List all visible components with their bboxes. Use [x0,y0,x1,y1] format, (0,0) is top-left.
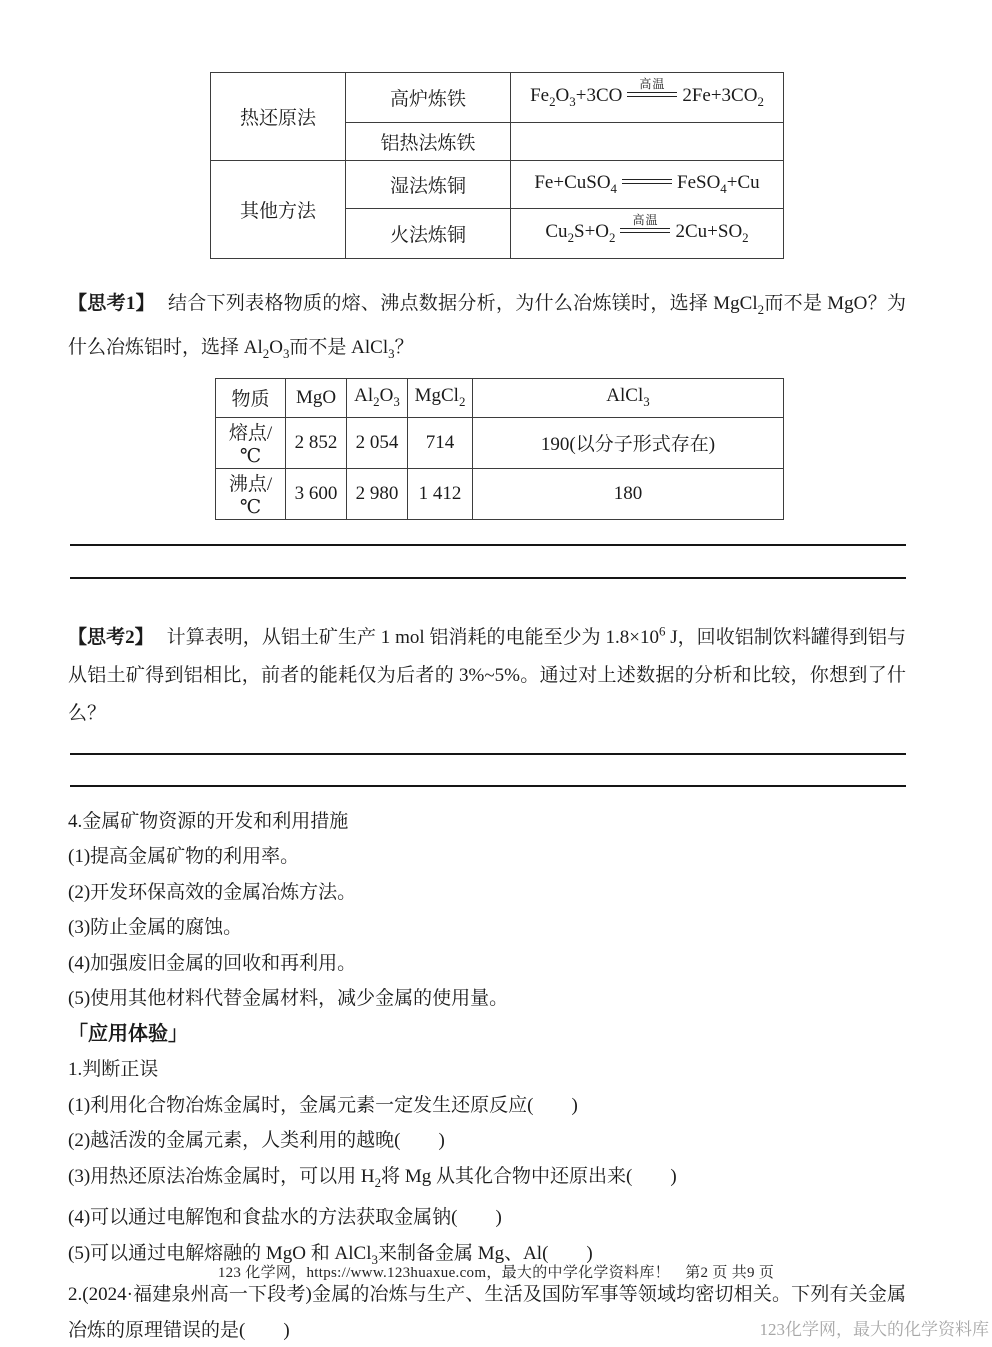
think2-text: 计算表明，从铝土矿生产 1 mol 铝消耗的电能至少为 $1.8\times 10^6$ J，回收铝制饮料罐得到铝与从铝土矿得到铝相比，前者的能耗仅为后者的 3%~5%。通过对上述数据的分析和比较，你想到了什么？ [68,623,906,724]
row-label: 熔点/℃ [216,417,286,468]
column-header: MgO [286,378,347,417]
section4-title: 4.金属矿物资源的开发和利用措施 [68,810,349,832]
method-category-cell: 热还原法 [211,73,346,161]
table-header-row [216,378,784,417]
column-header: 物质 [216,378,286,417]
table-row [211,73,784,123]
table-row [216,468,784,519]
equation-cell [511,73,784,123]
answer-blank-line [70,577,906,579]
think1-paragraph [68,285,906,373]
melting-boiling-table [215,378,784,520]
question2-text: 2.(2024·福建泉州高一下段考)金属的冶炼与生产、生活及国防军事等领域均密切相关。下列有关金属冶炼的原理错误的是( ) [68,1284,906,1341]
method-name-cell: 高炉炼铁 [346,73,511,123]
application-section-header: 「应用体验」 [68,1022,188,1045]
equals-sign [622,179,672,184]
value-cell: 180 [473,468,784,519]
equation-lhs: Fe+CuSO$_4$ [534,172,617,196]
equation-cell [511,161,784,209]
chemical-equation [530,77,764,109]
equation-lhs: $Fe_2O_3+3CO$ [530,85,623,109]
equation-lhs: $Cu_2S+O_2$ [545,221,616,245]
page-footer: 123 化学网，https://www.123huaxue.com，最大的中学化学资料库！ 第2 页 共9 页 [217,1265,775,1281]
value-cell: 1 412 [408,468,473,519]
judgment-item: (3)用热还原法冶炼金属时，可以用 $H_2$将 Mg 从其化合物中还原出来( ) [68,1165,677,1190]
method-name-cell: 铝热法炼铁 [346,123,511,161]
equation-rhs: $2Cu+SO_2$ [675,221,749,245]
answer-blank-line [70,544,906,546]
row-label: 沸点/℃ [216,468,286,519]
judgment-item: (4)可以通过电解饱和食盐水的方法获取金属钠( ) [68,1207,502,1229]
chemical-equation [534,172,760,196]
think1-label: 【思考1】 [68,293,155,314]
equation-rhs: FeSO$_4$+Cu [677,172,760,196]
think2-label: 【思考2】 [68,626,154,648]
section4-item: (3)防止金属的腐蚀。 [68,917,243,939]
reaction-condition: 高温 [632,213,659,228]
judgment-item: (2)越活泼的金属元素，人类利用的越晚( ) [68,1130,445,1152]
value-cell: 2 980 [347,468,408,519]
think1-text: 结合下列表格物质的熔、沸点数据分析，为什么冶炼镁时，选择 MgCl$_2$而不是 MgO？为什么冶炼铝时，选择 $Al_2O_3$而不是 AlCl$_3$？ [68,293,906,361]
equation-cell [511,209,784,259]
answer-blank-line [70,753,906,755]
think2-paragraph [68,613,906,733]
table-row [211,161,784,209]
method-name-cell: 火法炼铜 [346,209,511,259]
method-category-cell: 其他方法 [211,161,346,259]
value-cell: 3 600 [286,468,347,519]
table-row [216,417,784,468]
smelting-methods-table [210,72,784,259]
column-header: $Al_2O_3$ [347,378,408,417]
value-cell: 2 852 [286,417,347,468]
judgment-item: (1)利用化合物冶炼金属时，金属元素一定发生还原反应( ) [68,1094,578,1116]
section4-item: (1)提高金属矿物的利用率。 [68,846,300,868]
column-header: AlCl$_3$ [473,378,784,417]
question1-title: 1.判断正误 [68,1059,159,1081]
section4-item: (5)使用其他材料代替金属材料，减少金属的使用量。 [68,988,509,1010]
section4-item: (2)开发环保高效的金属冶炼方法。 [68,881,357,903]
equals-sign-with-condition [627,77,677,97]
value-cell: 190(以分子形式存在) [473,417,784,468]
value-cell: 714 [408,417,473,468]
watermark: 123化学网，最大的化学资料库 [759,1320,989,1339]
equation-cell-empty [511,123,784,161]
method-name-cell: 湿法炼铜 [346,161,511,209]
equation-rhs: $2Fe+3CO_2$ [682,85,764,109]
judgment-item: (5)可以通过电解熔融的 MgO 和 AlCl$_3$来制备金属 Mg、Al( ) [68,1242,593,1267]
value-cell: 2 054 [347,417,408,468]
equals-sign-with-condition [620,213,670,233]
chemical-equation [545,213,749,245]
section4-item: (4)加强废旧金属的回收和再利用。 [68,952,357,974]
column-header: MgCl$_2$ [408,378,473,417]
answer-blank-line [70,785,906,787]
reaction-condition: 高温 [639,77,666,92]
